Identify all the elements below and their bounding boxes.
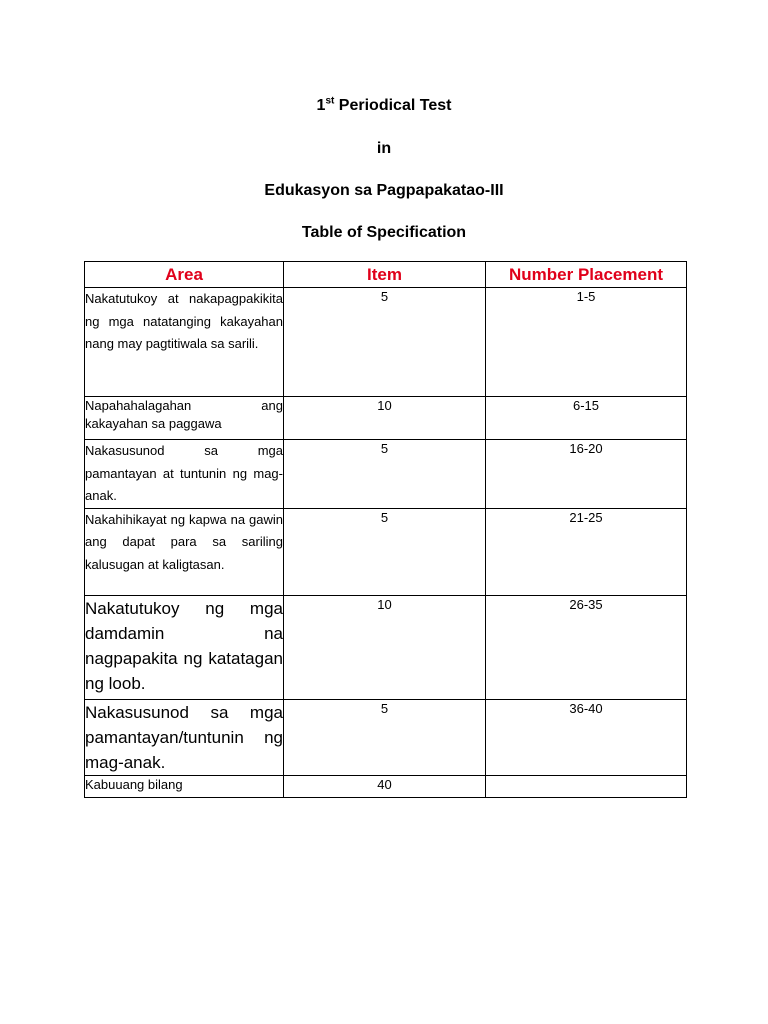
table-title: Table of Specification (301, 224, 467, 241)
table-row (85, 288, 687, 397)
table-total-row (85, 775, 687, 797)
item-cell: 10 (284, 595, 486, 699)
area-cell: Nakahihikayat ng kapwa na gawin ang dapat para sa sariling kalusugan at kaligtasan. (85, 508, 284, 595)
area-cell: Nakasusunod sa mga pamantayan at tuntunin ng mag-anak. (85, 440, 284, 509)
placement-cell: 6-15 (486, 397, 687, 440)
title-text: Periodical Test (334, 97, 452, 114)
subject-title: Edukasyon sa Pagpapakatao-III (264, 182, 504, 199)
item-cell: 10 (284, 397, 486, 440)
table-row (85, 440, 687, 509)
total-item-cell: 40 (284, 775, 486, 797)
placement-cell: 26-35 (486, 595, 687, 699)
placement-cell: 16-20 (486, 440, 687, 509)
title-in: in (376, 140, 392, 157)
title-number: 1 (316, 97, 326, 114)
item-cell: 5 (284, 699, 486, 775)
column-header-area: Area (85, 262, 284, 288)
table-row (85, 508, 687, 595)
column-header-number-placement: Number Placement (486, 262, 687, 288)
total-placement-cell (486, 775, 687, 797)
table-row (85, 699, 687, 775)
document-title (0, 96, 768, 116)
area-cell: Nakatutukoy ng mga damdamin na nagpapakita ng katatagan ng loob. (85, 595, 284, 699)
total-label-cell: Kabuuang bilang (85, 775, 284, 797)
placement-cell: 1-5 (486, 288, 687, 397)
area-cell: Napahahalagahan ang kakayahan sa paggawa (85, 397, 284, 440)
item-cell: 5 (284, 440, 486, 509)
area-cell: Nakasusunod sa mga pamantayan/tuntunin ng mag-anak. (85, 699, 284, 775)
placement-cell: 21-25 (486, 508, 687, 595)
item-cell: 5 (284, 288, 486, 397)
table-row (85, 397, 687, 440)
title-ordinal-suffix: st (325, 95, 335, 107)
specification-table (84, 261, 687, 798)
table-row (85, 595, 687, 699)
column-header-item: Item (284, 262, 486, 288)
placement-cell: 36-40 (486, 699, 687, 775)
table-header-row (85, 262, 687, 288)
item-cell: 5 (284, 508, 486, 595)
area-cell: Nakatutukoy at nakapagpakikita ng mga natatanging kakayahan nang may pagtitiwala sa sarili. (85, 288, 284, 397)
